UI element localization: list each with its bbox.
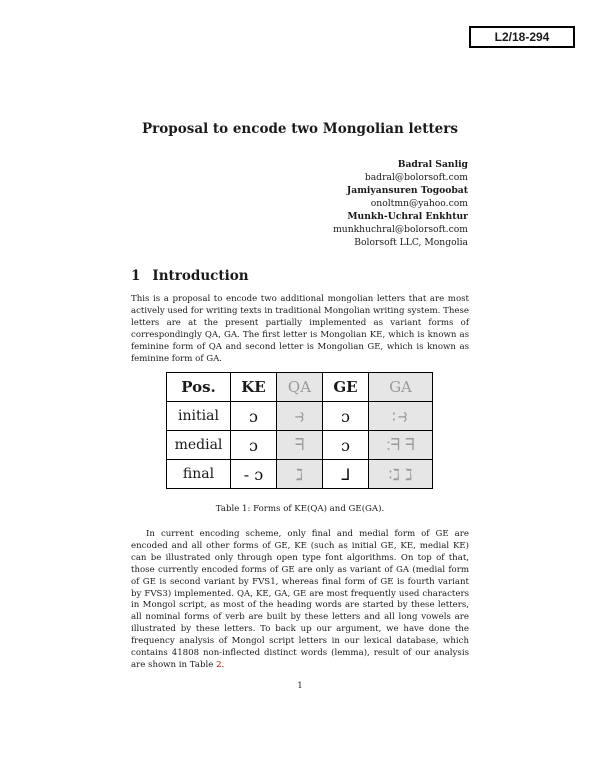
body-paragraph	[131, 529, 469, 672]
header-qa: QA	[277, 373, 323, 402]
document-id-box: L2/18-294	[469, 26, 575, 48]
table-row	[167, 402, 433, 431]
author-name: Jamiyansuren Togoobat	[346, 185, 468, 196]
author-email: badral@bolorsoft.com	[364, 172, 468, 183]
ga-glyph: ∶⥽	[369, 402, 433, 431]
qa-glyph: ℷ	[277, 460, 323, 489]
author-email: munkhuchral@bolorsoft.com	[333, 224, 468, 235]
ga-glyph: ∶ℷ ℷ	[369, 460, 433, 489]
paper-title: Proposal to encode two Mongolian letters	[142, 121, 458, 137]
table-reference-link[interactable]: 2	[216, 659, 222, 670]
ke-glyph: - ɔ	[231, 460, 277, 489]
row-position: initial	[167, 402, 231, 431]
body-paragraph-end: .	[221, 659, 225, 670]
ke-glyph: ɔ	[231, 431, 277, 460]
ke-glyph: ɔ	[231, 402, 277, 431]
ge-glyph: ᒧ	[323, 460, 369, 489]
section-title: Introduction	[152, 268, 249, 284]
table-header-row	[167, 373, 433, 402]
qa-glyph: ⥽	[277, 402, 323, 431]
ga-glyph: ∶ᖷ ᖷ	[369, 431, 433, 460]
author-block	[168, 158, 468, 249]
affiliation: Bolorsoft LLC, Mongolia	[354, 237, 468, 248]
section-heading	[131, 268, 249, 284]
table-row	[167, 460, 433, 489]
header-ke: KE	[231, 373, 277, 402]
ge-glyph: ɔ	[323, 402, 369, 431]
intro-paragraph: This is a proposal to encode two additional mongolian letters that are most actively used for writing texts in traditional Mongolian writing system. These letters are at the present partially implemented as variant forms of correspondingly QA, GA. The first letter is Mongolian KE, which is known as feminine form of QA and second letter is Mongolian GE, which is known as feminine form of GA.	[131, 294, 469, 364]
table-row	[167, 431, 433, 460]
header-ge: GE	[323, 373, 369, 402]
author-name: Munkh-Uchral Enkhtur	[347, 211, 468, 222]
letter-forms-table	[166, 372, 433, 489]
row-position: final	[167, 460, 231, 489]
author-name: Badral Sanlig	[397, 159, 468, 170]
ge-glyph: ɔ	[323, 431, 369, 460]
header-ga: GA	[369, 373, 433, 402]
qa-glyph: ᖷ	[277, 431, 323, 460]
page-number: 1	[297, 681, 303, 691]
section-number: 1	[131, 268, 141, 284]
body-paragraph-text: In current encoding scheme, only final and medial form of GE are encoded and all other forms of GE, KE (such as initial GE, KE, medial KE) can be illustrated only through open type font algorithms. On top of that, those currently encoded forms of GE are only as variant of GA (medial form of GE is second variant by FVS1, whereas final form of GE is fourth variant by FVS3) implemented. QA, KE, GA, GE are most frequently used characters in Mongol script, as most of the heading words are started by these letters, all nominal forms of verb are built by these letters and all long vowels are illustrated by these letters. To back up our argument, we have done the frequency analysis of Mongol script letters in our lexical database, which contains 41808 non-inflected distinct words (lemma), result of our analysis are shown in Table	[131, 529, 469, 670]
author-email: onoltmn@yahoo.com	[370, 198, 468, 209]
row-position: medial	[167, 431, 231, 460]
header-pos: Pos.	[167, 373, 231, 402]
table-caption: Table 1: Forms of KE(QA) and GE(GA).	[215, 504, 385, 514]
